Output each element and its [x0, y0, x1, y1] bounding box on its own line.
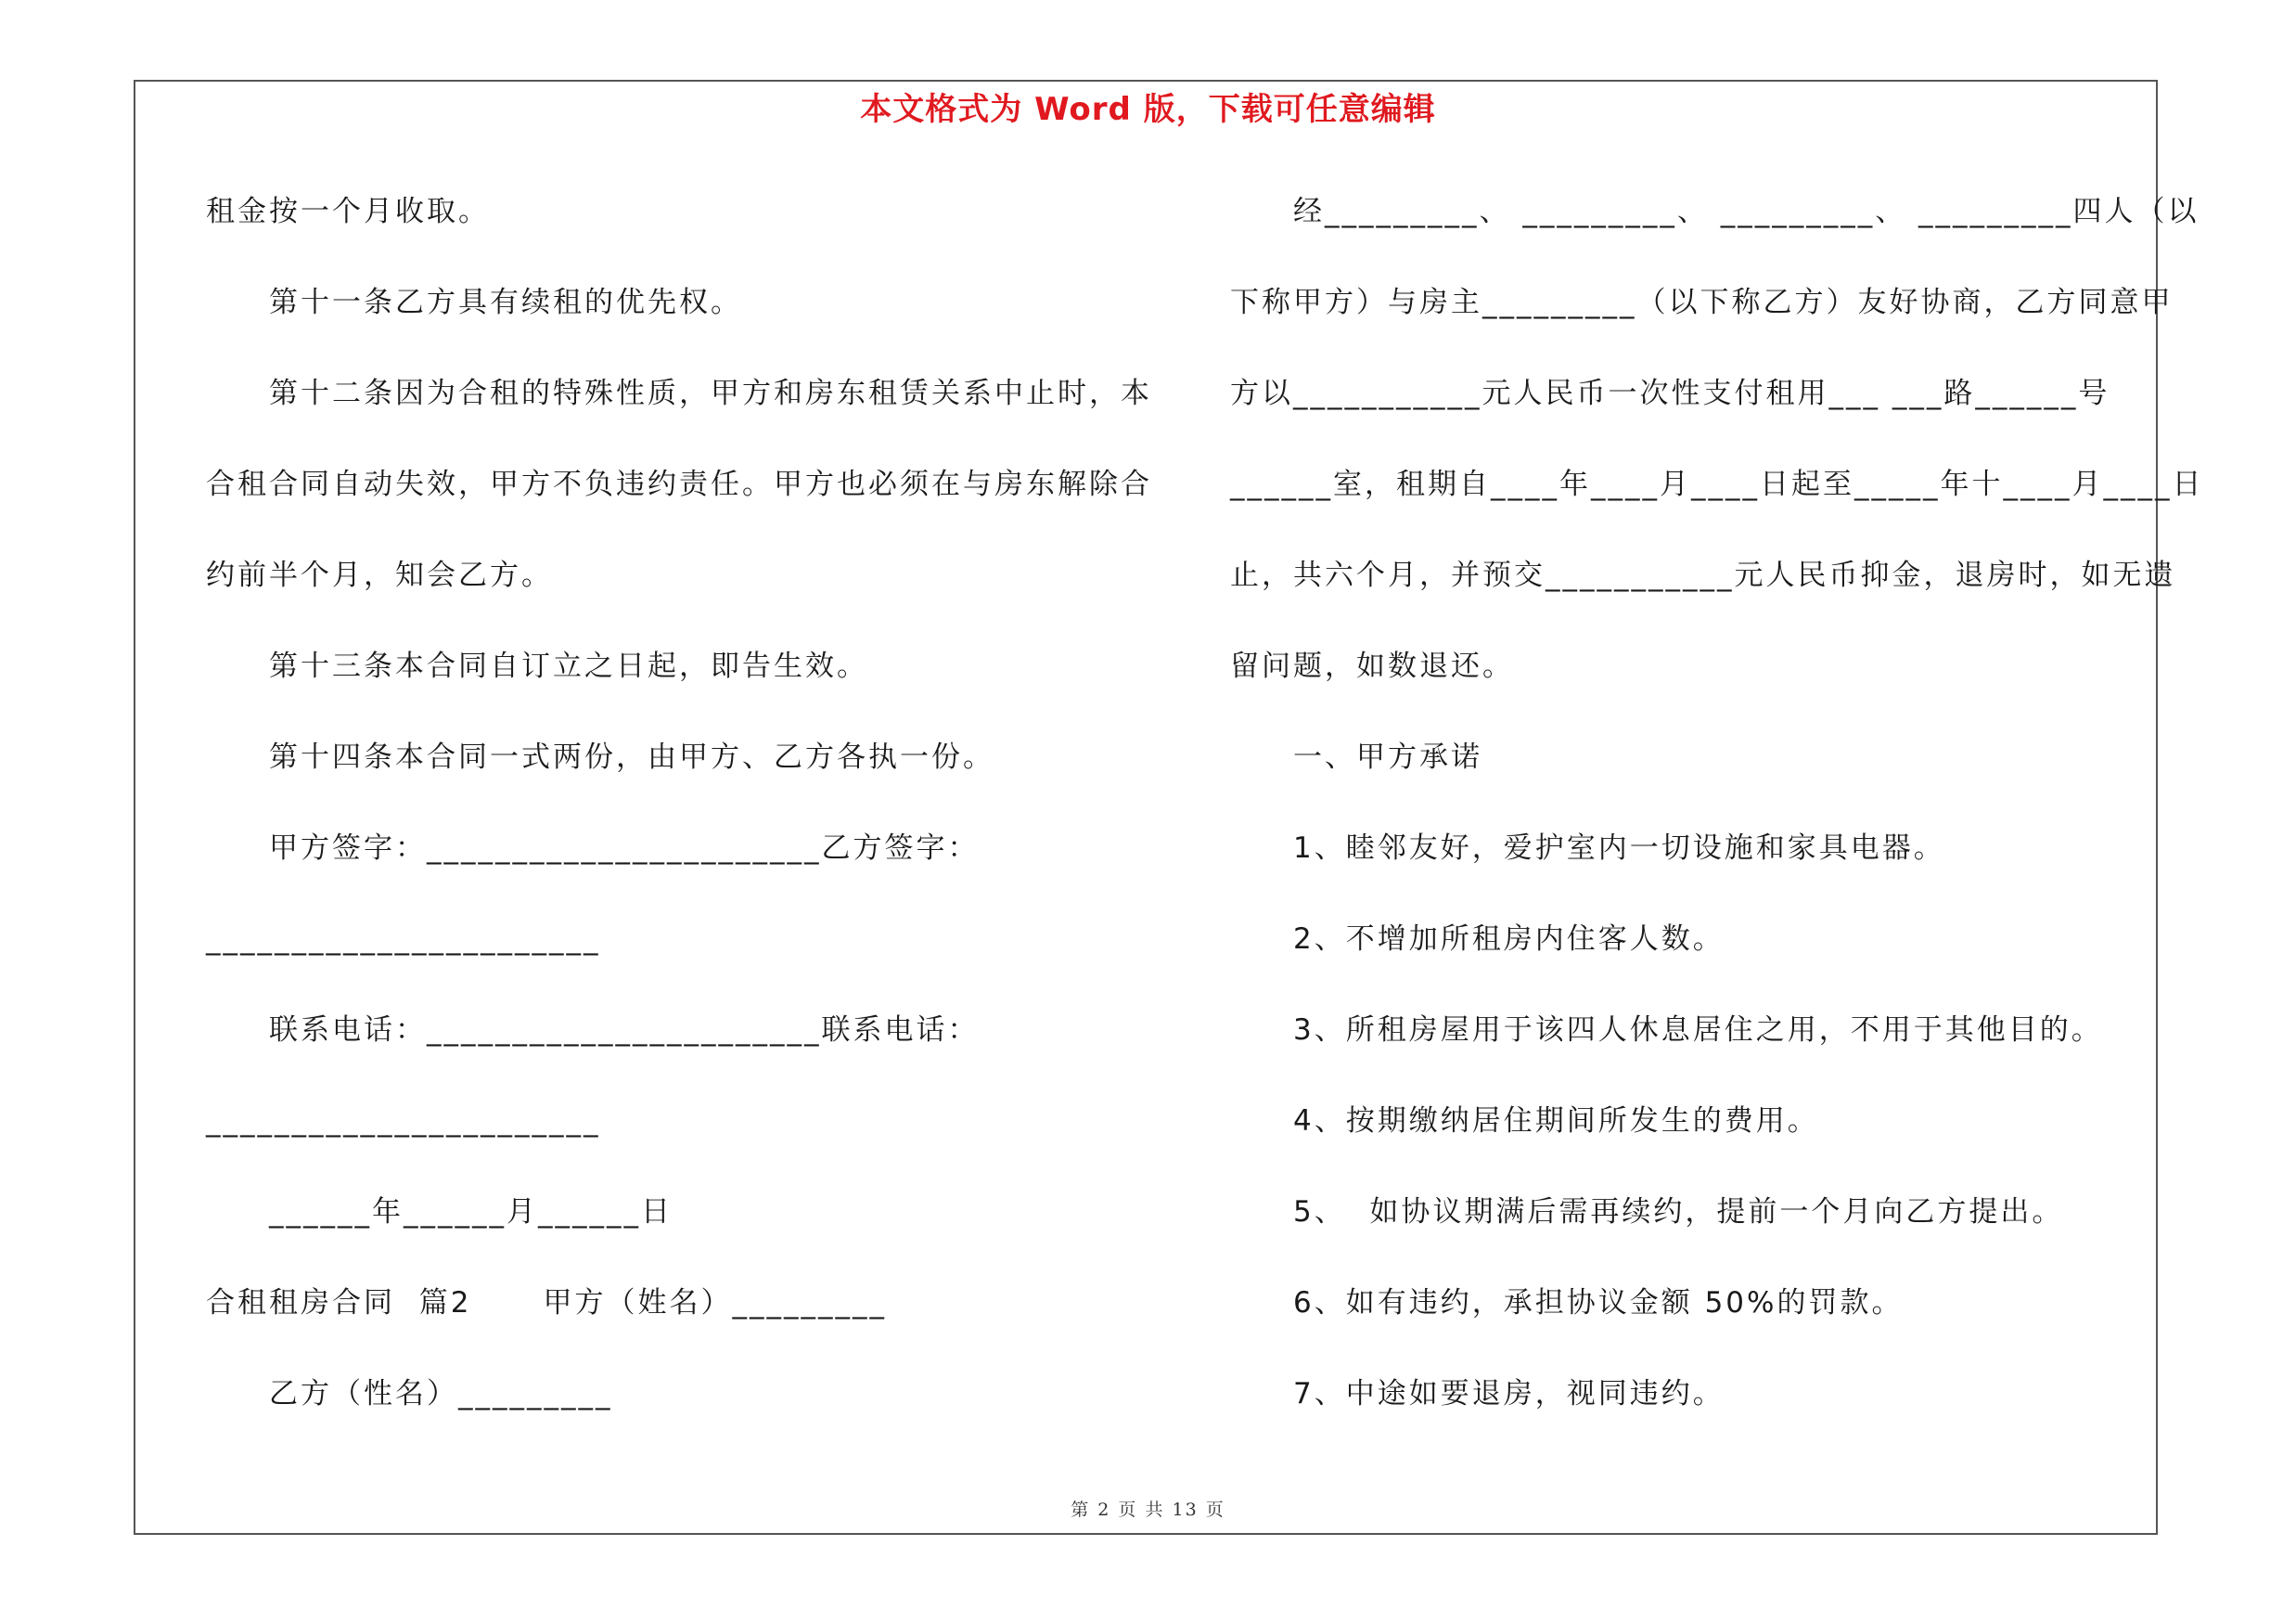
page-number-footer: 第 2 页 共 13 页 — [1071, 1500, 1225, 1520]
contract-heading: 合租租房合同 篇2 甲方（姓名）_________ — [206, 1286, 888, 1320]
list-item: 2、不增加所租房内住客人数。 — [1293, 922, 1725, 956]
text-line: 留问题，如数退还。 — [1230, 650, 1514, 683]
text-line: 第十三条本合同自订立之日起，即告生效。 — [269, 650, 868, 683]
list-item: 7、中途如要退房，视同违约。 — [1293, 1377, 1725, 1410]
right-column — [1230, 184, 2204, 1457]
text-line: 第十四条本合同一式两份，由甲方、乙方各执一份。 — [269, 741, 994, 774]
text-line: 合租合同自动失效，甲方不负违约责任。甲方也必须在与房东解除合 — [206, 468, 1152, 501]
date-line: ______年______月______日 — [269, 1195, 673, 1229]
format-banner: 本文格式为 Word 版，下载可任意编辑 — [860, 91, 1436, 128]
left-column — [206, 184, 1152, 1457]
text-line: 方以___________元人民币一次性支付租用___ ___路______号 — [1230, 377, 2110, 410]
text-line: 租金按一个月收取。 — [206, 195, 490, 228]
signature-blank-party-b: _______________________ — [206, 922, 601, 956]
text-line: 约前半个月，知会乙方。 — [206, 559, 553, 592]
list-item: 4、按期缴纳居住期间所发生的费用。 — [1293, 1104, 1819, 1138]
phone-line-party-a: 联系电话：_______________________联系电话： — [269, 1013, 980, 1047]
text-line: 第十一条乙方具有续租的优先权。 — [269, 286, 742, 319]
text-line: 第十二条因为合租的特殊性质，甲方和房东租赁关系中止时，本 — [269, 377, 1152, 410]
list-item: 3、所租房屋用于该四人休息居住之用，不用于其他目的。 — [1293, 1013, 2103, 1047]
text-line: ______室，租期自____年____月____日起至_____年十____月____日 — [1230, 468, 2204, 501]
text-line: 乙方（性名）_________ — [269, 1377, 613, 1410]
signature-line-party-a: 甲方签字：_______________________乙方签字： — [269, 831, 980, 865]
text-line: 止，共六个月，并预交___________元人民币抑金，退房时，如无遗 — [1230, 559, 2176, 592]
phone-blank-party-b: _______________________ — [206, 1104, 601, 1138]
list-item: 1、睦邻友好，爱护室内一切设施和家具电器。 — [1293, 831, 1945, 865]
text-line: 经_________、 _________、 _________、 _________四人（以 — [1293, 195, 2200, 228]
text-line: 下称甲方）与房主_________（以下称乙方）友好协商，乙方同意甲 — [1230, 286, 2174, 319]
list-item: 5、 如协议期满后需再续约，提前一个月向乙方提出。 — [1293, 1195, 2064, 1229]
section-heading: 一、甲方承诺 — [1293, 741, 1482, 774]
list-item: 6、如有违约，承担协议金额 50%的罚款。 — [1293, 1286, 1904, 1320]
